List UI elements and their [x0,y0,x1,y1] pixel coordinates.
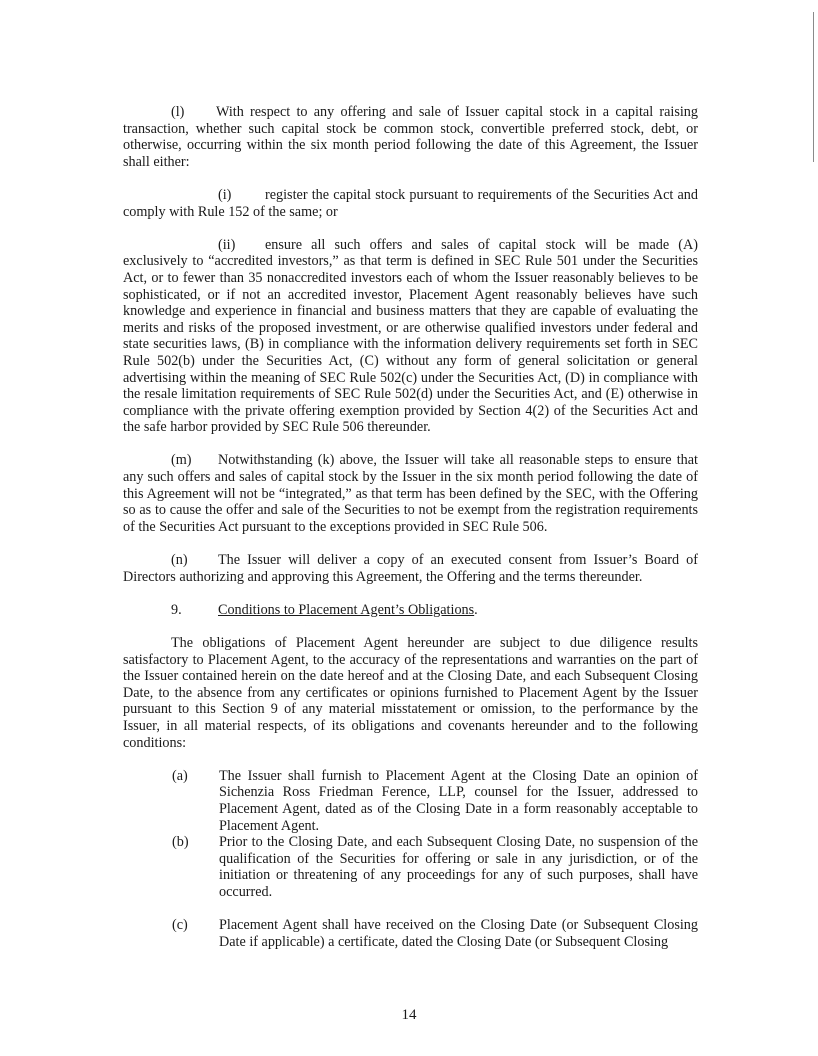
condition-text: The Issuer shall furnish to Placement Agent at the Closing Date an opinion of Sichenzia Ross Friedman Ference, LLP, counsel for the Issuer, addressed to Placement Agent, dated as of the Closing Date in a form reasonably acceptable to Placement Agent. [219,767,698,834]
paragraph-label: (ii) [218,236,236,253]
condition-text: Prior to the Closing Date, and each Subsequent Closing Date, no suspension of the qualification of the Securities for offering or sale in any jurisdiction, or of the initiation or threatening of any proceedings for any of such purposes, shall have occurred. [219,834,698,900]
section-number: 9. [171,601,182,618]
condition-c [172,917,698,950]
section-intro: The obligations of Placement Agent hereunder are subject to due diligence results satisfactory to Placement Agent, to the accuracy of the representations and warranties on the part of the Issuer contained herein on the date hereof and at the Closing Date, and each Subsequent Closing Date, to the absence from any certificates or opinions furnished to Placement Agent by the Issuer pursuant to this Section 9 of any material misstatement or omission, to the performance by the Issuer, in all material respects, of its obligations and covenants hereunder and to the following conditions: [123,635,698,751]
condition-b [172,834,698,900]
paragraph-label: (i) [218,186,232,203]
paragraph-text: The Issuer will deliver a copy of an executed consent from Issuer’s Board of Directors authorizing and approving this Agreement, the Offering and the terms thereunder. [123,552,698,585]
paragraph-text: With respect to any offering and sale of Issuer capital stock in a capital raising transaction, whether such capital stock be common stock, convertible preferred stock, debt, or otherwise, occurring within the six month period following the date of this Agreement, the Issuer shall either: [123,104,698,170]
document-body [123,104,698,950]
paragraph-l [123,104,698,170]
paragraph-text: register the capital stock pursuant to requirements of the Securities Act and comply with Rule 152 of the same; or [123,186,698,220]
condition-label: (c) [172,917,188,934]
condition-text: Placement Agent shall have received on the Closing Date (or Subsequent Closing Date if applicable) a certificate, dated the Closing Date (or Subsequent Closing [219,917,698,950]
paragraph-label: (l) [171,104,185,120]
condition-label: (a) [172,767,188,784]
section-title-suffix: . [474,601,478,618]
section-title: Conditions to Placement Agent’s Obligations [218,601,475,618]
scan-artifact-line [813,12,814,162]
paragraph-text: ensure all such offers and sales of capital stock will be made (A) exclusively to “accredited investors,” as that term is defined in SEC Rule 501 under the Securities Act, or to fewer than 35 nonaccredited investors each of whom the Issuer reasonably believes to be sophisticated, or if not an accredited investor, Placement Agent reasonably believes have such knowledge and experience in financial and business matters that they are capable of evaluating the merits and risks of the proposed investment, or are otherwise qualified investors under federal and state securities laws, (B) in compliance with the information delivery requirements set forth in SEC Rule 502(b) under the Securities Act, (C) without any form of general solicitation or general advertising within the meaning of SEC Rule 502(c) under the Securities Act, (D) in compliance with the resale limitation requirements of SEC Rule 502(d) under the Securities Act, and (E) otherwise in compliance with the private offering exemption provided by Section 4(2) of the Securities Act and the safe harbor provided by SEC Rule 506 thereunder. [123,236,698,436]
paragraph-label: (m) [171,452,192,469]
paragraph-label: (n) [171,552,188,569]
section-heading [123,602,698,619]
page-number: 14 [401,1007,417,1023]
paragraph-text: Notwithstanding (k) above, the Issuer will take all reasonable steps to ensure that any such offers and sales of capital stock by the Issuer in the six month period following the date of this Agreement will not be “integrated,” as that term has been defined by the SEC, with the Offering so as to cause the offer and sale of the Securities to not be exempt from the registration requirements of the Securities Act pursuant to the exceptions provided in SEC Rule 506. [123,452,698,535]
condition-label: (b) [172,834,189,851]
paragraph-l-i [123,187,698,220]
paragraph-l-ii [123,237,698,436]
paragraph-m [123,452,698,535]
paragraph-n [123,552,698,585]
condition-a [172,768,698,834]
